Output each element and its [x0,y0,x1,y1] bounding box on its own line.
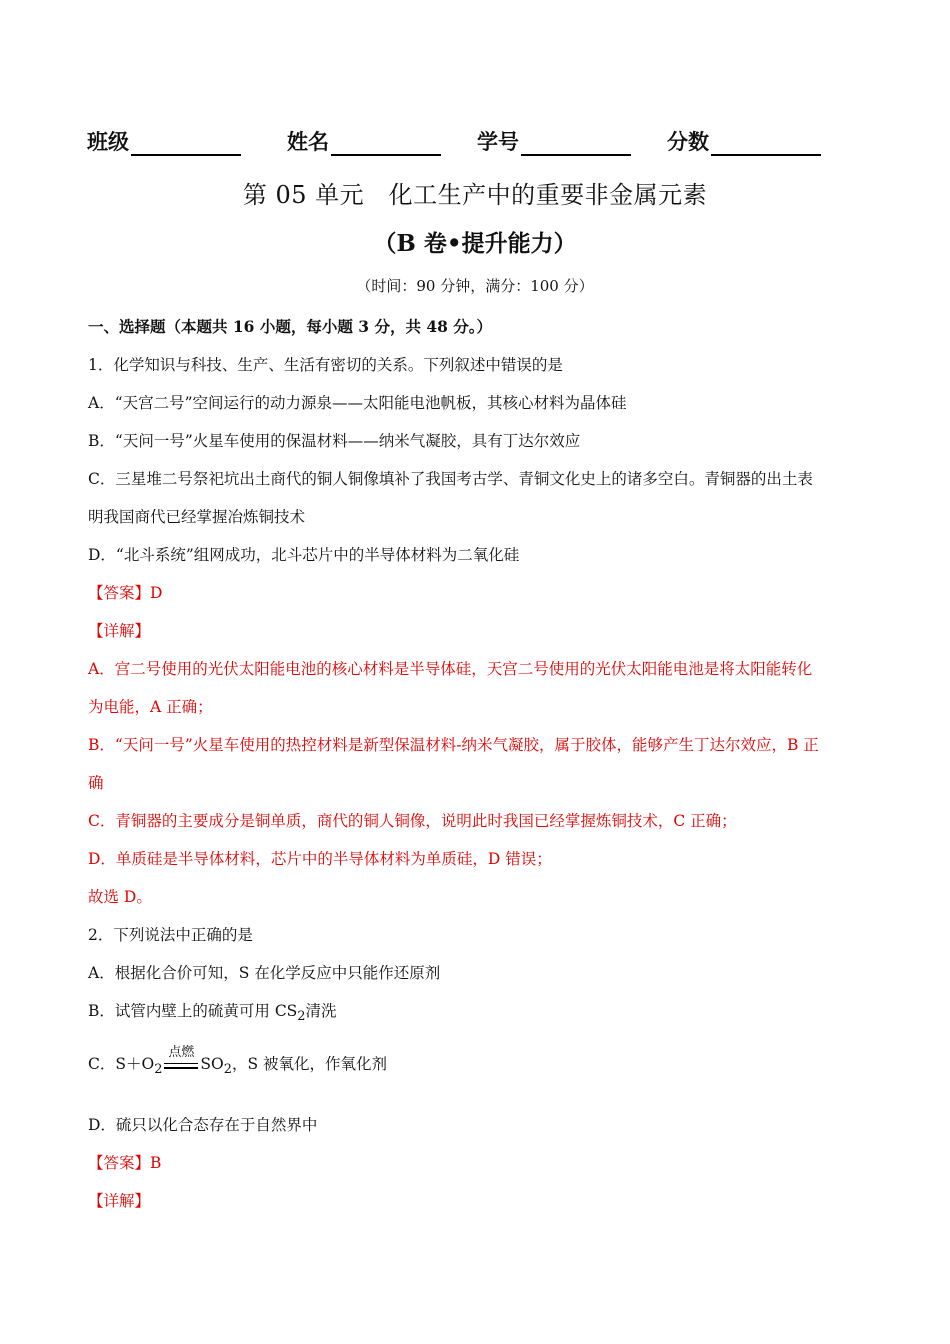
q1-option-c-line2: 明我国商代已经掌握冶炼铜技术 [88,508,306,526]
q2-option-b-tail: 清洗 [305,1002,337,1020]
q2-detail-label: 【详解】 [88,1192,151,1210]
q1-explain-a-line2: 为电能，A 正确； [88,698,213,716]
q1-option-d: D．“北斗系统”组网成功，北斗芯片中的半导体材料为二氧化硅 [88,546,520,564]
q2-option-b-subscript: 2 [297,1009,306,1025]
q2-option-d: D．硫只以化合态存在于自然界中 [88,1116,318,1134]
q2-option-b [88,999,868,1024]
name-blank[interactable] [331,132,441,156]
q1-explain-d: D．单质硅是半导体材料，芯片中的半导体材料为单质硅，D 错误； [88,850,552,868]
student-id-blank[interactable] [521,132,631,156]
q1-conclusion: 故选 D。 [88,888,152,906]
equals-line-bottom [164,1068,198,1069]
score-label: 分数 [667,129,709,154]
q2-answer: 【答案】B [88,1154,162,1172]
score-blank[interactable] [711,132,821,156]
q2-option-c-tail: ，S 被氧化，作氧化剂 [231,1055,387,1073]
page-title: 第 05 单元 化工生产中的重要非金属元素 [242,181,708,209]
student-id-label: 学号 [477,129,519,154]
q1-explain-c: C．青铜器的主要成分是铜单质，商代的铜人铜像，说明此时我国已经掌握炼铜技术，C 正确； [88,812,737,830]
q1-answer: 【答案】D [88,584,163,602]
student-info-row [87,126,877,158]
q1-option-a: A．“天宫二号”空间运行的动力源泉——太阳能电池帆板，其核心材料为晶体硅 [88,394,627,412]
score-field[interactable] [667,126,821,156]
q1-explain-b-line2: 确 [88,774,104,792]
section-heading: 一、选择题（本题共 16 小题，每小题 3 分，共 48 分。） [88,317,493,336]
class-label: 班级 [87,129,129,154]
q1-detail-label: 【详解】 [88,622,151,640]
student-id-field[interactable] [477,126,631,156]
name-field[interactable] [287,126,441,156]
q2-option-c-subscript1: 2 [154,1062,163,1078]
q1-explain-b-line1: B．“天问一号”火星车使用的热控材料是新型保温材料-纳米气凝胶，属于胶体，能够产生丁达尔效应，B 正 [88,736,819,754]
q2-option-a: A．根据化合价可知，S 在化学反应中只能作还原剂 [88,964,441,982]
class-field[interactable] [87,126,241,156]
q2-option-c-subscript2: 2 [223,1062,232,1078]
q2-stem: 2．下列说法中正确的是 [88,926,253,944]
q1-option-c-line1: C．三星堆二号祭祀坑出土商代的铜人铜像填补了我国考古学、青铜文化史上的诸多空白。青铜器的出土表 [88,470,813,488]
q2-option-c-product: SO [200,1055,224,1073]
q1-stem: 1．化学知识与科技、生产、生活有密切的关系。下列叙述中错误的是 [88,356,563,374]
reaction-condition: 点燃 [168,1045,195,1060]
page-subtitle: （B 卷•提升能力） [373,230,577,257]
q2-option-c-reactants: C．S＋O [88,1055,155,1073]
q2-option-c [88,1045,387,1086]
q2-option-b-text: B．试管内壁上的硫黄可用 CS [88,1002,298,1020]
q1-explain-a-line1: A．宫二号使用的光伏太阳能电池的核心材料是半导体硅，天宫二号使用的光伏太阳能电池是将太阳能转化 [88,660,813,678]
reaction-arrow [164,1045,198,1075]
q1-option-b: B．“天问一号”火星车使用的保温材料——纳米气凝胶，具有丁达尔效应 [88,432,581,450]
class-blank[interactable] [131,132,241,156]
name-label: 姓名 [287,129,329,154]
exam-info: （时间：90 分钟，满分：100 分） [356,277,594,295]
